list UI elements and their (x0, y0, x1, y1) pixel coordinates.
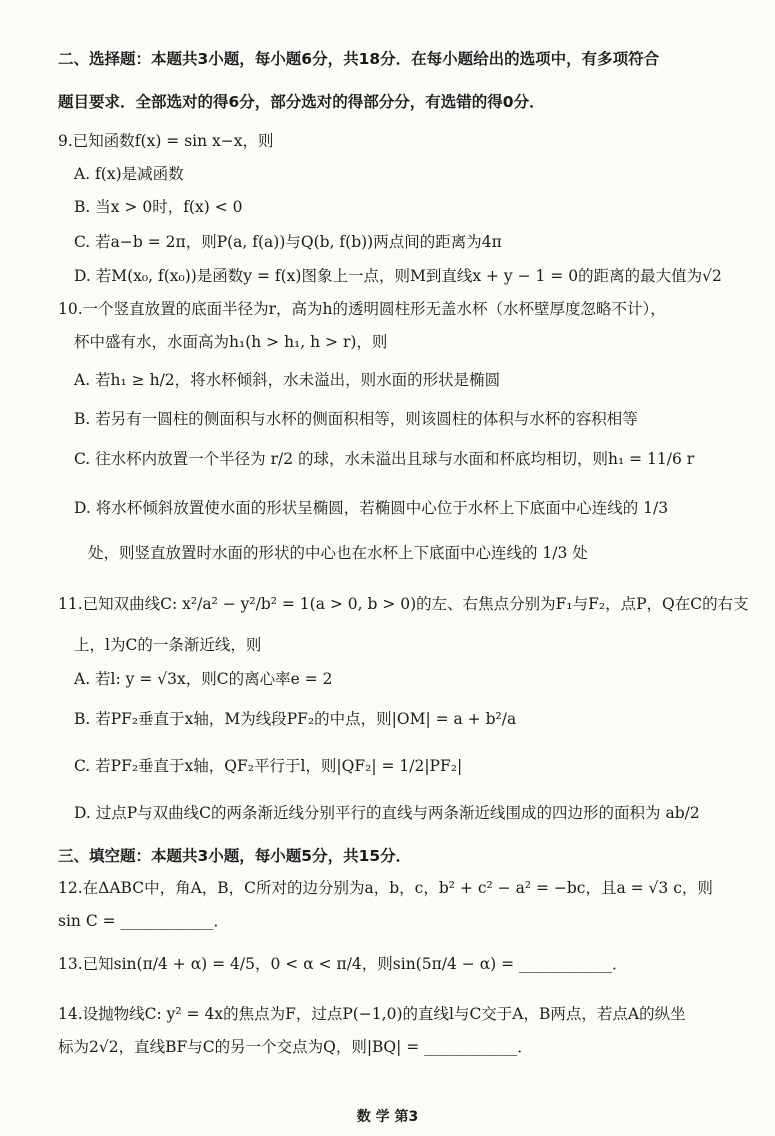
q11-stem-line1: 11.已知双曲线C: x²/a² − y²/b² = 1(a > 0, b > 0)的左、右焦点分别为F₁与F₂，点P，Q在C的右支 (58, 595, 749, 613)
q11-option-a: A. 若l: y = √3x，则C的离心率e = 2 (74, 670, 333, 688)
q14-line1: 14.设抛物线C: y² = 4x的焦点为F，过点P(−1,0)的直线l与C交于A，B两点，若点A的纵坐 (58, 1005, 686, 1023)
q10-option-d-line2: 处，则竖直放置时水面的形状的中心也在水杯上下底面中心连线的 1/3 处 (88, 544, 588, 562)
section3-heading: 三、填空题：本题共3小题，每小题5分，共15分． (58, 847, 412, 865)
q10-option-a: A. 若h₁ ≥ h/2，将水杯倾斜，水未溢出，则水面的形状是椭圆 (74, 371, 501, 389)
q10-option-b: B. 若另有一圆柱的侧面积与水杯的侧面积相等，则该圆柱的体积与水杯的容积相等 (74, 410, 638, 428)
q11-option-b: B. 若PF₂垂直于x轴，M为线段PF₂的中点，则|OM| = a + b²/a (74, 710, 517, 728)
q9-option-c: C. 若a−b = 2π，则P(a, f(a))与Q(b, f(b))两点间的距离为4π (74, 233, 502, 251)
section2-heading-line2: 题目要求．全部选对的得6分，部分选对的得部分分，有选错的得0分． (58, 93, 545, 111)
q10-option-c: C. 往水杯内放置一个半径为 r/2 的球，水未溢出且球与水面和杯底均相切，则h₁ = 11/6 r (74, 450, 695, 468)
q12-line1: 12.在ΔABC中，角A，B，C所对的边分别为a，b，c，b² + c² − a² = −bc，且a = √3 c，则 (58, 879, 713, 897)
q11-stem-line2: 上，l为C的一条渐近线，则 (74, 636, 262, 654)
q9-option-b: B. 当x > 0时，f(x) < 0 (74, 198, 243, 216)
q13-line1: 13.已知sin(π/4 + α) = 4/5，0 < α < π/4，则sin(5π/4 − α) = ____________． (58, 955, 628, 973)
q9-stem: 9.已知函数f(x) = sin x−x，则 (58, 132, 274, 150)
q10-stem-line2: 杯中盛有水，水面高为h₁(h > h₁, h > r)，则 (74, 333, 388, 351)
q9-option-a: A. f(x)是减函数 (74, 165, 184, 183)
q14-line2: 标为2√2，直线BF与C的另一个交点为Q，则|BQ| = ____________． (58, 1038, 533, 1056)
q11-option-c: C. 若PF₂垂直于x轴，QF₂平行于l，则|QF₂| = 1/2|PF₂| (74, 757, 463, 775)
q11-option-d: D. 过点P与双曲线C的两条渐近线分别平行的直线与两条渐近线围成的四边形的面积为 ab/2 (74, 804, 700, 822)
q10-option-d-line1: D. 将水杯倾斜放置使水面的形状呈椭圆，若椭圆中心位于水杯上下底面中心连线的 1/3 (74, 499, 669, 517)
q12-line2: sin C = ____________． (58, 912, 230, 930)
q9-option-d: D. 若M(x₀, f(x₀))是函数y = f(x)图象上一点，则M到直线x + y − 1 = 0的距离的最大值为√2 (74, 267, 722, 285)
page-footer: 数 学 第3 (356, 1109, 419, 1125)
q10-stem-line1: 10.一个竖直放置的底面半径为r，高为h的透明圆柱形无盖水杯（水杯壁厚度忽略不计）， (58, 300, 666, 318)
section2-heading-line1: 二、选择题：本题共3小题，每小题6分，共18分．在每小题给出的选项中，有多项符合 (58, 50, 660, 68)
